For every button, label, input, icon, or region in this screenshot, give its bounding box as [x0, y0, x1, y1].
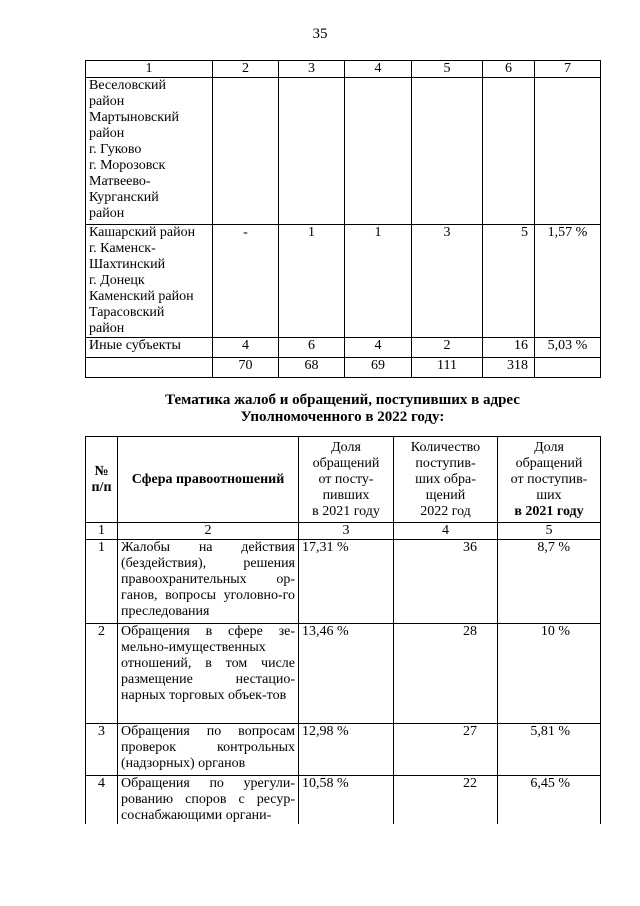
row-number: 4: [86, 776, 118, 825]
count-value: 22: [394, 776, 498, 825]
value-cell: 6: [279, 338, 345, 358]
sphere-text: Обращения по вопросам проверок контрольных (надзорных) органов: [118, 724, 299, 776]
total-cell: 68: [279, 358, 345, 378]
value-cell: -: [213, 225, 279, 338]
table-row: [86, 724, 601, 776]
row-number: 1: [86, 540, 118, 624]
total-cell: 69: [345, 358, 412, 378]
region-names-cell: Иные субъекты: [86, 338, 213, 358]
count-value: 36: [394, 540, 498, 624]
header-cell: 4: [345, 61, 412, 78]
value-cell: 4: [345, 338, 412, 358]
total-cell: 318: [483, 358, 535, 378]
count-value: 28: [394, 624, 498, 724]
section-title: Тематика жалоб и обращений, поступивших в адрес Уполномоченного в 2022 году:: [165, 392, 520, 425]
header-share: Доля обращений от поступив- ших в 2021 году: [498, 437, 601, 523]
value-cell: 1: [345, 225, 412, 338]
share-prev-value: 12,98 %: [299, 724, 394, 776]
value-cell: 1: [279, 225, 345, 338]
complaint-topics-table: [85, 436, 601, 824]
value-cell: 3: [412, 225, 483, 338]
totals-row: [86, 358, 601, 378]
value-cell: [535, 78, 601, 225]
region-names-cell: Веселовский район Мартыновский район г. Гуково г. Морозовск Матвеево- Курганский район: [86, 78, 213, 225]
share-value: 10 %: [498, 624, 601, 724]
share-value: 8,7 %: [498, 540, 601, 624]
value-cell: 5: [483, 225, 535, 338]
sphere-text: Жалобы на действия (бездействия), решения правоохранительных ор-ганов, вопросы уголовно-го преследования: [118, 540, 299, 624]
table-row: [86, 225, 601, 338]
share-prev-value: 17,31 %: [299, 540, 394, 624]
header-cell: 1: [86, 61, 213, 78]
region-names-cell: Кашарский район г. Каменск- Шахтинский г. Донецк Каменский район Тарасовский район: [86, 225, 213, 338]
territory-stats-table: [85, 60, 601, 378]
table-row: [86, 338, 601, 358]
row-number: 3: [86, 724, 118, 776]
value-cell: [213, 78, 279, 225]
empty-cell: [86, 358, 213, 378]
value-cell: [483, 78, 535, 225]
value-cell: 2: [412, 338, 483, 358]
total-cell: 111: [412, 358, 483, 378]
table-row: [86, 78, 601, 225]
total-cell: [535, 358, 601, 378]
share-prev-value: 10,58 %: [299, 776, 394, 825]
table-header-row: [86, 61, 601, 78]
value-cell: [279, 78, 345, 225]
header-cell: 7: [535, 61, 601, 78]
index-cell: 5: [498, 523, 601, 540]
value-cell: 4: [213, 338, 279, 358]
table-row: [86, 540, 601, 624]
header-num: № п/п: [86, 437, 118, 523]
value-cell: 5,03 %: [535, 338, 601, 358]
header-cell: 2: [213, 61, 279, 78]
sphere-text: Обращения по урегули-рованию споров с ресур-соснабжающими органи-: [118, 776, 299, 825]
index-row: [86, 523, 601, 540]
value-cell: 1,57 %: [535, 225, 601, 338]
header-share-prev: Доля обращений от посту- пивших в 2021 году: [299, 437, 394, 523]
table-row: [86, 624, 601, 724]
header-cell: 6: [483, 61, 535, 78]
header-cell: 5: [412, 61, 483, 78]
page-number: 35: [312, 26, 328, 42]
header-cell: 3: [279, 61, 345, 78]
share-prev-value: 13,46 %: [299, 624, 394, 724]
sphere-text: Обращения в сфере зе-мельно-имущественных отношений, в том числе размещение нестацио-нарных торговых объек-тов: [118, 624, 299, 724]
value-cell: [345, 78, 412, 225]
header-count: Количество поступив- ших обра- щений 2022 год: [394, 437, 498, 523]
index-cell: 2: [118, 523, 299, 540]
table-row: [86, 776, 601, 825]
index-cell: 3: [299, 523, 394, 540]
row-number: 2: [86, 624, 118, 724]
count-value: 27: [394, 724, 498, 776]
total-cell: 70: [213, 358, 279, 378]
share-value: 6,45 %: [498, 776, 601, 825]
value-cell: [412, 78, 483, 225]
table-header-row: [86, 437, 601, 523]
value-cell: 16: [483, 338, 535, 358]
index-cell: 1: [86, 523, 118, 540]
header-sphere: Сфера правоотношений: [118, 437, 299, 523]
share-value: 5,81 %: [498, 724, 601, 776]
index-cell: 4: [394, 523, 498, 540]
